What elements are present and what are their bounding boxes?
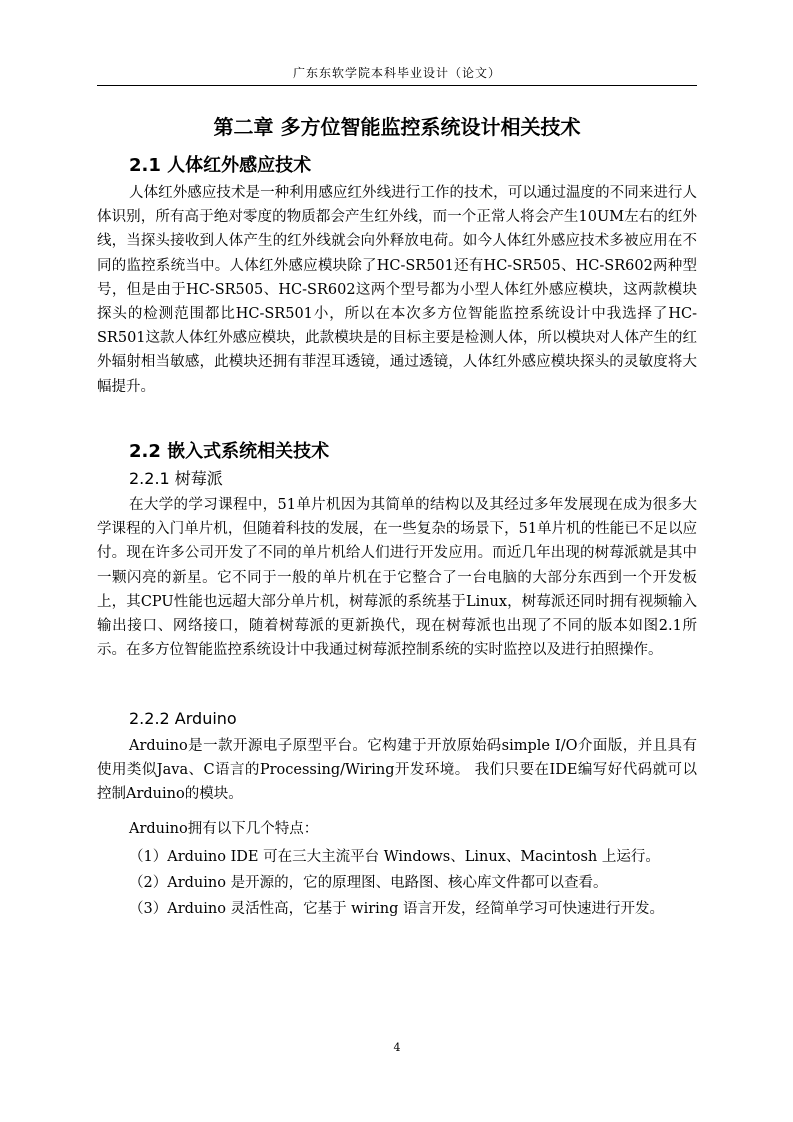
section-title-2-1: 2.1 人体红外感应技术 [129, 155, 312, 176]
header-rule [97, 85, 697, 86]
feature-item-3: （3）Arduino 灵活性高，它基于 wiring 语言开发，经简单学习可快速进行开发。 [129, 901, 665, 917]
paragraph-raspberry-pi: 在大学的学习课程中，51单片机因为其简单的结构以及其经过多年发展现在成为很多大学课程的入门单片机，但随着科技的发展，在一些复杂的场景下，51单片机的性能已不足以应付。现在许多公司开发了不同的单片机给人们进行开发应用。而近几年出现的树莓派就是其中一颗闪亮的新星。它不同于一般的单片机在于它整合了一台电脑的大部分东西到一个开发板上，其CPU性能也远超大部分单片机，树莓派的系统基于Linux，树莓派还同时拥有视频输入输出接口、网络接口，随着树莓派的更新换代，现在树莓派也出现了不同的版本如图2.1所示。在多方位智能监控系统设计中我通过树莓派控制系统的实时监控以及进行拍照操作。 [97, 497, 697, 659]
paragraph-infrared: 人体红外感应技术是一种利用感应红外线进行工作的技术，可以通过温度的不同来进行人体识别，所有高于绝对零度的物质都会产生红外线，而一个正常人将会产生10UM左右的红外线，当探头接收到人体产生的红外线就会向外释放电荷。如今人体红外感应技术多被应用在不同的监控系统当中。人体红外感应模块除了HC-SR501还有HC-SR505、HC-SR602两种型号，但是由于HC-SR505、HC-SR602这两个型号都为小型人体红外感应模块，这两款模块探头的检测范围都比HC-SR501小，所以在本次多方位智能监控系统设计中我选择了HC-SR501这款人体红外感应模块，此款模块是的目标主要是检测人体，所以模块对人体产生的红外辐射相当敏感，此模块还拥有菲涅耳透镜，通过透镜，人体红外感应模块探头的灵敏度将大幅提升。 [97, 185, 697, 395]
feature-item-2: （2）Arduino 是开源的，它的原理图、电路图、核心库文件都可以查看。 [129, 875, 608, 891]
paragraph-arduino: Arduino是一款开源电子原型平台。它构建于开放原始码simple I/O介面版，并且具有使用类似Java、C语言的Processing/Wiring开发环境。 我们只要在IDE编写好代码就可以控制Arduino的模块。 [97, 738, 697, 803]
chapter-title: 第二章 多方位智能监控系统设计相关技术 [213, 115, 581, 139]
feature-item-1: （1）Arduino IDE 可在三大主流平台 Windows、Linux、Macintosh 上运行。 [129, 849, 660, 865]
arduino-features-intro: Arduino拥有以下几个特点： [129, 821, 319, 837]
subsection-title-2-2-2: 2.2.2 Arduino [129, 709, 237, 728]
page-header: 广东东软学院本科毕业设计（论文） [292, 66, 501, 80]
subsection-title-2-2-1: 2.2.1 树莓派 [129, 469, 223, 488]
section-title-2-2: 2.2 嵌入式系统相关技术 [129, 441, 330, 462]
page-number: 4 [393, 1041, 401, 1054]
